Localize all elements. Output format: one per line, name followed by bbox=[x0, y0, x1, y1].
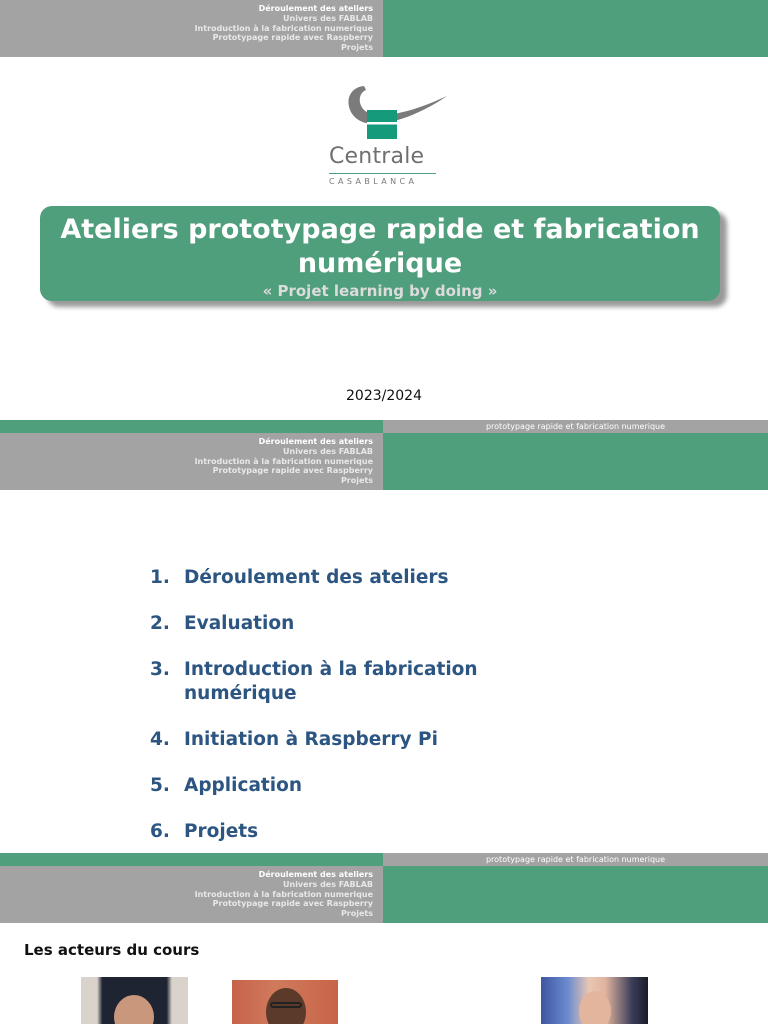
nav-panel bbox=[0, 866, 383, 923]
footer-accent bbox=[0, 420, 383, 433]
agenda-list bbox=[150, 566, 514, 866]
nav-item-prototypage[interactable]: Prototypage rapide avec Raspberry bbox=[212, 33, 373, 43]
top-nav-bar bbox=[0, 433, 768, 490]
footer-text: prototypage rapide et fabrication numerique bbox=[383, 420, 768, 433]
agenda-number: 4. bbox=[150, 729, 170, 750]
instructor-photo-2 bbox=[232, 980, 338, 1024]
nav-panel bbox=[0, 0, 383, 57]
nav-item-introduction[interactable]: Introduction à la fabrication numerique bbox=[194, 889, 373, 899]
agenda-label: Evaluation bbox=[184, 613, 295, 634]
nav-item-projets[interactable]: Projets bbox=[340, 476, 373, 486]
nav-item-deroulement[interactable]: Déroulement des ateliers bbox=[258, 870, 373, 879]
agenda-number: 5. bbox=[150, 775, 170, 796]
footer-bar bbox=[0, 853, 768, 866]
top-nav-bar bbox=[0, 866, 768, 923]
agenda-number: 1. bbox=[150, 567, 170, 588]
agenda-item bbox=[150, 566, 514, 590]
nav-item-projets[interactable]: Projets bbox=[340, 43, 373, 53]
agenda-item bbox=[150, 774, 514, 798]
nav-item-fablab[interactable]: Univers des FABLAB bbox=[283, 13, 373, 23]
agenda-item bbox=[150, 728, 514, 752]
footer-accent bbox=[0, 853, 383, 866]
agenda-number: 3. bbox=[150, 659, 170, 680]
slide-title bbox=[0, 0, 768, 433]
section-heading: Les acteurs du cours bbox=[24, 941, 200, 959]
slide-acteurs bbox=[0, 866, 768, 1024]
nav-item-projets[interactable]: Projets bbox=[340, 909, 373, 919]
logo-underline bbox=[329, 173, 436, 174]
nav-panel bbox=[0, 433, 383, 490]
face-shape bbox=[579, 991, 611, 1024]
top-nav-bar bbox=[0, 0, 768, 57]
instructor-photo-1 bbox=[81, 977, 188, 1024]
agenda-label: Application bbox=[184, 775, 303, 796]
footer-text: prototypage rapide et fabrication numerique bbox=[383, 853, 768, 866]
title-box bbox=[40, 206, 720, 301]
nav-item-prototypage[interactable]: Prototypage rapide avec Raspberry bbox=[212, 899, 373, 909]
instructor-photo-3 bbox=[541, 977, 648, 1024]
header-accent bbox=[383, 866, 768, 923]
agenda-item bbox=[150, 658, 514, 706]
nav-item-deroulement[interactable]: Déroulement des ateliers bbox=[258, 437, 373, 446]
logo-subtitle: CASABLANCA bbox=[329, 177, 418, 186]
slide-subtitle: « Projet learning by doing » bbox=[262, 282, 498, 300]
agenda-label: Introduction à la fabrication numérique bbox=[184, 659, 478, 704]
nav-item-introduction[interactable]: Introduction à la fabrication numerique bbox=[194, 456, 373, 466]
header-accent bbox=[383, 433, 768, 490]
agenda-number: 2. bbox=[150, 613, 170, 634]
footer-bar bbox=[0, 420, 768, 433]
face-shape bbox=[114, 995, 154, 1024]
slide-agenda bbox=[0, 433, 768, 866]
slide-main-title: Ateliers prototypage rapide et fabrication numérique bbox=[60, 214, 700, 279]
agenda-label: Projets bbox=[184, 821, 259, 842]
agenda-label: Déroulement des ateliers bbox=[184, 567, 449, 588]
nav-item-introduction[interactable]: Introduction à la fabrication numerique bbox=[194, 23, 373, 33]
nav-item-fablab[interactable]: Univers des FABLAB bbox=[283, 446, 373, 456]
nav-item-deroulement[interactable]: Déroulement des ateliers bbox=[258, 4, 373, 13]
logo-wordmark: Centrale bbox=[329, 144, 425, 169]
agenda-item bbox=[150, 612, 514, 636]
agenda-label: Initiation à Raspberry Pi bbox=[184, 729, 438, 750]
agenda-item bbox=[150, 820, 514, 844]
nav-item-prototypage[interactable]: Prototypage rapide avec Raspberry bbox=[212, 466, 373, 476]
glasses-icon bbox=[270, 1002, 302, 1008]
header-accent bbox=[383, 0, 768, 57]
academic-year: 2023/2024 bbox=[346, 388, 422, 404]
agenda-number: 6. bbox=[150, 821, 170, 842]
nav-item-fablab[interactable]: Univers des FABLAB bbox=[283, 879, 373, 889]
